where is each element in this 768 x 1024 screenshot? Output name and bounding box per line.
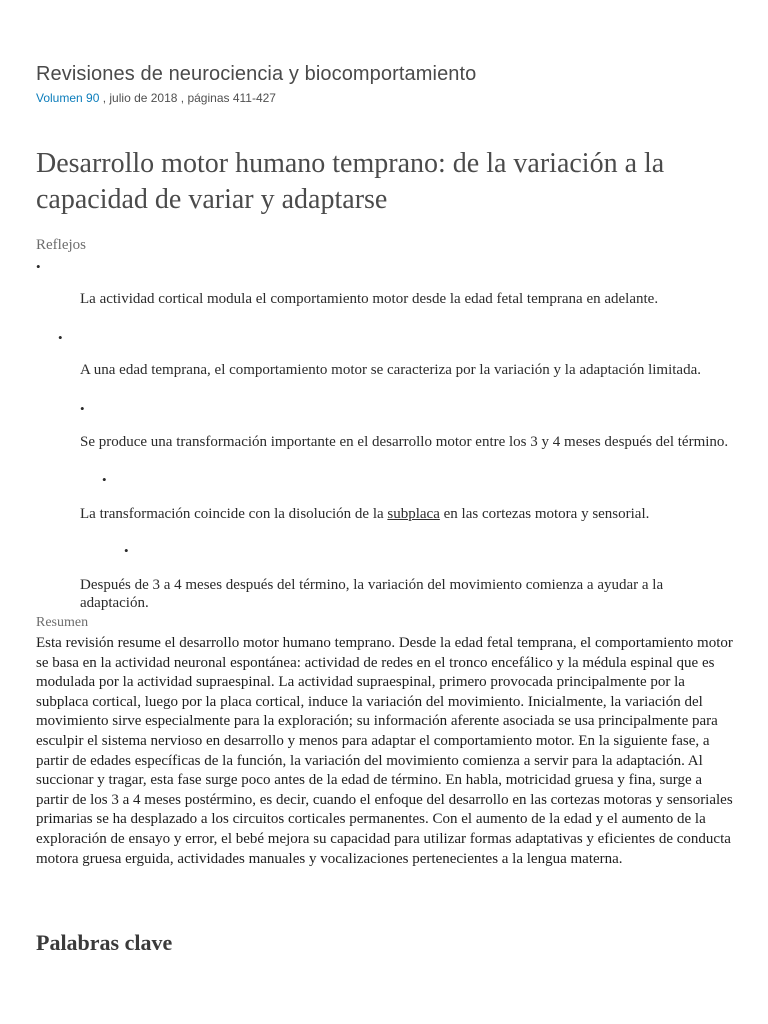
- issue-date-pages: , julio de 2018 , páginas 411-427: [99, 91, 276, 105]
- highlight-item: A una edad temprana, el comportamiento motor se caracteriza por la variación y la adaptación limitada.: [80, 362, 701, 378]
- highlight-text: en las cortezas motora y sensorial.: [439, 506, 650, 522]
- abstract-heading: Resumen: [36, 615, 89, 630]
- highlight-bullet: •: [102, 472, 107, 487]
- subplaca-link[interactable]: subplaca: [387, 506, 440, 522]
- highlight-bullet: •: [124, 543, 129, 558]
- article-title: Desarrollo motor humano temprano: de la variación a la capacidad de variar y adaptarse: [36, 148, 665, 215]
- journal-title[interactable]: Revisiones de neurociencia y biocomportamiento: [36, 63, 477, 85]
- highlight-bullet: •: [80, 401, 85, 416]
- highlight-item: [80, 505, 730, 523]
- highlights-heading: Reflejos: [36, 237, 86, 253]
- highlight-text: La transformación coincide con la disolución de la: [80, 506, 388, 522]
- volume-link[interactable]: Volumen 90: [36, 91, 100, 105]
- journal-issue-info: [36, 91, 276, 105]
- highlight-bullet: •: [58, 330, 63, 345]
- highlight-item: Se produce una transformación importante en el desarrollo motor entre los 3 y 4 meses después del término.: [80, 434, 729, 450]
- highlight-item: Después de 3 a 4 meses después del término, la variación del movimiento comienza a ayudar a la adaptación.: [80, 577, 664, 611]
- keywords-heading: Palabras clave: [36, 930, 173, 955]
- highlight-item: La actividad cortical modula el comportamiento motor desde la edad fetal temprana en adelante.: [80, 291, 659, 307]
- abstract-text: Esta revisión resume el desarrollo motor humano temprano. Desde la edad fetal temprana, el comportamiento motor se basa en la actividad neuronal espontánea: actividad de redes en el tronco encefálico y la médula espinal que es modulada por la actividad supraespinal. La actividad supraespinal, primero provocada principalmente por la subplaca cortical, luego por la placa cortical, induce la variación del movimiento. Inicialmente, la variación del movimiento sirve especialmente para la exploración; su información aferente asociada se usa principalmente para esculpir el sistema nervioso en desarrollo y menos para adaptar el comportamiento motor. En la siguiente fase, a partir de edades específicas de la función, la variación del movimiento comienza a servir para la adaptación. Al succionar y tragar, esta fase surge poco antes de la edad de término. En habla, motricidad gruesa y fina, surge a partir de los 3 a 4 meses postérmino, es decir, cuando el enfoque del desarrollo en las cortezas motoras y sensoriales primarias se ha desplazado a los circuitos corticales permanentes. Con el aumento de la edad y el aumento de la exploración de ensayo y error, el bebé mejora su capacidad para utilizar formas adaptativas y eficientes de conducta motora gruesa erguida, actividades manuales y vocalizaciones pertenecientes a la lengua materna.: [36, 635, 733, 867]
- highlight-bullet: •: [36, 259, 41, 274]
